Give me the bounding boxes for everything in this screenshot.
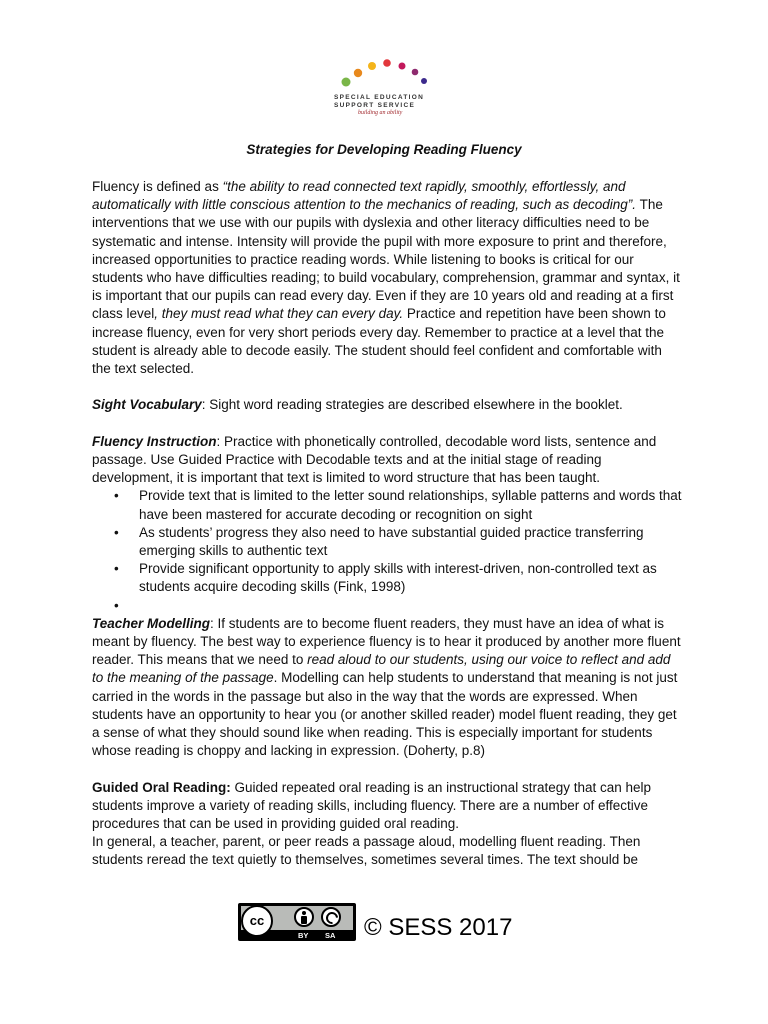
logo-line1: SPECIAL EDUCATION: [334, 94, 425, 101]
cc-icon: cc: [241, 905, 273, 937]
intro-emphasis: , they must read what they can every day.: [154, 306, 404, 322]
intro-text-b: The interventions that we use with our pupils with dyslexia and other literacy difficulties need to be systematic and intense. Intensity will provide the pupil with more exposure to print and therefore, increased opportunities to practice reading words. While listening to books is critical for our students who have difficulties reading; to build vocabulary, comprehension, grammar and syntax, it is important that our pupils can read every day. Even if they are 10 years old and reading at a first class level: [92, 197, 680, 322]
fluency-instruction-paragraph: [92, 433, 682, 488]
logo-dot: [368, 62, 376, 70]
teacher-modelling-heading: Teacher Modelling: [92, 615, 211, 631]
list-item: • As students’ progress they also need to have substantial guided practice transferring emerging skills to authentic text: [92, 524, 682, 560]
guided-oral-reading-heading: Guided Oral Reading:: [92, 779, 231, 795]
share-alike-icon: [321, 907, 341, 927]
intro-text-c: Practice and repetition have been shown to increase fluency, even for very short periods every day. Remember to practice at a level that the student is already able to decode easily. The student should feel confident and comfortable with the text selected.: [92, 306, 666, 377]
logo-dot: [342, 78, 351, 87]
logo-dot: [399, 63, 406, 70]
document-title: Strategies for Developing Reading Fluency: [246, 142, 522, 157]
fluency-instruction-heading: Fluency Instruction: [92, 433, 217, 449]
logo-dot: [383, 59, 391, 67]
list-item-empty: [92, 597, 682, 615]
copyright-notice: © SESS 2017: [364, 914, 513, 941]
cc-by-label: BY: [298, 931, 309, 940]
cc-by-sa-badge: [238, 903, 356, 941]
logo-dot: [412, 69, 419, 76]
intro-paragraph: [92, 178, 682, 378]
list-item: • Provide significant opportunity to apply skills with interest-driven, non-controlled text as students acquire decoding skills (Fink, 1998): [92, 560, 682, 596]
cc-sa-label: SA: [325, 931, 336, 940]
attribution-icon: [294, 907, 314, 927]
teacher-modelling-text-b: . Modelling can help students to understand that meaning is not just carried in the words in the passage but also in the way that the words are expressed. When students have an opportunity to hear you (or another skilled reader) model fluent reading, they get a sense of what they should sound like when reading. This is especially important for students whose reading is choppy and lacking in expression. (Doherty, p.8): [92, 670, 678, 759]
sight-vocabulary-paragraph: [92, 396, 682, 414]
teacher-modelling-emphasis: read aloud to our students, using our voice to reflect and add to the meaning of the passage: [92, 652, 671, 686]
teacher-modelling-text-a: : If students are to become fluent readers, they must have an idea of what is meant by fluency. The best way to experience fluency is to hear it produced by another more fluent reader. This means that we need to: [92, 615, 681, 668]
logo-line2: SUPPORT SERVICE: [334, 102, 416, 109]
logo-tagline: building an ability: [358, 110, 403, 116]
guided-oral-reading-text: Guided repeated oral reading is an instructional strategy that can help students improve a variety of reading skills, including fluency. There are a number of effective procedures that can be used in providing guided oral reading.: [92, 779, 652, 832]
logo-dot: [354, 69, 362, 77]
logo-dots: [326, 50, 446, 94]
teacher-modelling-paragraph: [92, 615, 682, 761]
intro-text-a: Fluency is defined as: [92, 179, 223, 194]
logo-dot: [421, 78, 427, 84]
sight-vocabulary-heading: Sight Vocabulary: [92, 397, 202, 413]
guided-oral-reading-paragraph-2: In general, a teacher, parent, or peer reads a passage aloud, modelling fluent reading. Then students reread the text quietly to themselves, sometimes several times. The text should be: [92, 834, 641, 868]
sess-logo: [326, 50, 446, 125]
document-body: [92, 178, 682, 870]
list-item: • Provide text that is limited to the letter sound relationships, syllable patterns and words that have been mastered for accurate decoding or recognition on sight: [92, 487, 682, 523]
fluency-definition-quote: “the ability to read connected text rapidly, smoothly, effortlessly, and automatically with little conscious attention to the mechanics of reading, such as decoding”.: [92, 179, 637, 213]
fluency-instruction-text: : Practice with phonetically controlled, decodable word lists, sentence and passage. Use Guided Practice with Decodable texts and at the initial stage of reading development, it is important that text is limited to word structure that has been taught.: [92, 433, 657, 486]
sight-vocabulary-text: : Sight word reading strategies are described elsewhere in the booklet.: [201, 397, 623, 413]
guided-oral-reading-paragraph: [92, 779, 682, 834]
fluency-bullet-list: [92, 487, 682, 614]
